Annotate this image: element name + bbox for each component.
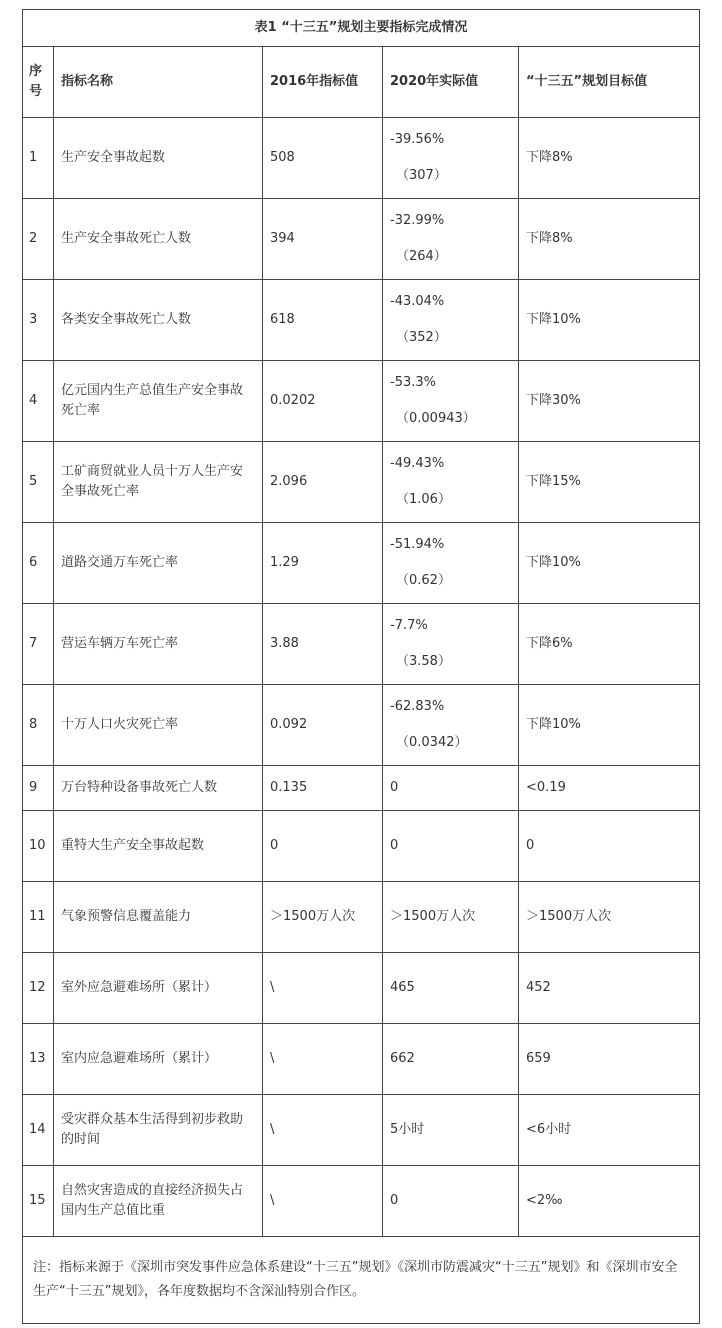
row-no: 11 xyxy=(23,882,54,953)
row-2016-value: 0.0202 xyxy=(263,361,383,442)
row-target: 下降8% xyxy=(519,199,700,280)
row-no: 3 xyxy=(23,280,54,361)
row-target: ＞1500万人次 xyxy=(519,882,700,953)
row-2020-value xyxy=(383,199,519,280)
row-2016-value: 0.092 xyxy=(263,685,383,766)
table-row xyxy=(23,811,700,882)
row-2020-value: 0 xyxy=(383,766,519,811)
table-row xyxy=(23,280,700,361)
row-actual: （0.00943） xyxy=(396,411,476,426)
row-change: -39.56% xyxy=(390,132,445,147)
table-row xyxy=(23,523,700,604)
row-change: -32.99% xyxy=(390,213,445,228)
table-row xyxy=(23,882,700,953)
row-2020-value xyxy=(383,523,519,604)
row-name: 自然灾害造成的直接经济损失占国内生产总值比重 xyxy=(54,1166,263,1237)
row-2020-value xyxy=(383,442,519,523)
row-actual: （0.0342） xyxy=(396,735,468,750)
row-target: <2‰ xyxy=(519,1166,700,1237)
row-change: -49.43% xyxy=(390,456,445,471)
row-2020-value xyxy=(383,604,519,685)
header-2016: 2016年指标值 xyxy=(263,47,383,118)
row-no: 5 xyxy=(23,442,54,523)
row-name: 亿元国内生产总值生产安全事故死亡率 xyxy=(54,361,263,442)
table-row xyxy=(23,1024,700,1095)
row-2020-value: ＞1500万人次 xyxy=(383,882,519,953)
row-name: 生产安全事故起数 xyxy=(54,118,263,199)
table-row xyxy=(23,199,700,280)
row-no: 1 xyxy=(23,118,54,199)
row-no: 14 xyxy=(23,1095,54,1166)
row-no: 6 xyxy=(23,523,54,604)
table-row xyxy=(23,361,700,442)
row-no: 7 xyxy=(23,604,54,685)
row-2016-value: \ xyxy=(263,1095,383,1166)
table-row xyxy=(23,442,700,523)
row-2020-value: 0 xyxy=(383,811,519,882)
row-change: -53.3% xyxy=(390,375,436,390)
row-target: 下降10% xyxy=(519,280,700,361)
row-target: 下降8% xyxy=(519,118,700,199)
row-2016-value: \ xyxy=(263,1166,383,1237)
header-target: “十三五”规划目标值 xyxy=(519,47,700,118)
row-name: 十万人口火灾死亡率 xyxy=(54,685,263,766)
row-name: 生产安全事故死亡人数 xyxy=(54,199,263,280)
header-no: 序号 xyxy=(23,47,54,118)
row-change: -43.04% xyxy=(390,294,445,309)
row-change: -51.94% xyxy=(390,537,445,552)
row-2016-value: \ xyxy=(263,1024,383,1095)
row-target: 下降6% xyxy=(519,604,700,685)
row-target: 下降10% xyxy=(519,523,700,604)
row-2016-value: 3.88 xyxy=(263,604,383,685)
row-name: 室内应急避难场所（累计） xyxy=(54,1024,263,1095)
table-row xyxy=(23,604,700,685)
table-row xyxy=(23,1095,700,1166)
row-2016-value: \ xyxy=(263,953,383,1024)
row-name: 受灾群众基本生活得到初步救助的时间 xyxy=(54,1095,263,1166)
row-target: <6小时 xyxy=(519,1095,700,1166)
row-change: -62.83% xyxy=(390,699,445,714)
row-change: -7.7% xyxy=(390,618,428,633)
row-2016-value: 618 xyxy=(263,280,383,361)
indicator-table xyxy=(22,9,700,1324)
row-target: 659 xyxy=(519,1024,700,1095)
row-target: 0 xyxy=(519,811,700,882)
row-name: 工矿商贸就业人员十万人生产安全事故死亡率 xyxy=(54,442,263,523)
row-target: <0.19 xyxy=(519,766,700,811)
row-2020-value xyxy=(383,361,519,442)
table-note: 注：指标来源于《深圳市突发事件应急体系建设“十三五”规划》《深圳市防震减灾“十三五”规划》和《深圳市安全生产“十三五”规划》，各年度数据均不含深汕特别合作区。 xyxy=(23,1237,700,1324)
row-2016-value: 0 xyxy=(263,811,383,882)
table-row xyxy=(23,685,700,766)
row-actual: （307） xyxy=(396,168,447,183)
row-2016-value: 2.096 xyxy=(263,442,383,523)
row-name: 道路交通万车死亡率 xyxy=(54,523,263,604)
row-no: 13 xyxy=(23,1024,54,1095)
row-no: 2 xyxy=(23,199,54,280)
row-name: 万台特种设备事故死亡人数 xyxy=(54,766,263,811)
row-no: 15 xyxy=(23,1166,54,1237)
row-actual: （0.62） xyxy=(396,573,451,588)
row-2020-value xyxy=(383,118,519,199)
table-row xyxy=(23,1166,700,1237)
row-no: 4 xyxy=(23,361,54,442)
row-target: 452 xyxy=(519,953,700,1024)
row-no: 8 xyxy=(23,685,54,766)
row-name: 各类安全事故死亡人数 xyxy=(54,280,263,361)
row-actual: （3.58） xyxy=(396,654,451,669)
row-2016-value: 0.135 xyxy=(263,766,383,811)
row-actual: （264） xyxy=(396,249,447,264)
row-target: 下降30% xyxy=(519,361,700,442)
row-2020-value: 662 xyxy=(383,1024,519,1095)
table-row xyxy=(23,953,700,1024)
row-no: 12 xyxy=(23,953,54,1024)
row-actual: （352） xyxy=(396,330,447,345)
row-name: 重特大生产安全事故起数 xyxy=(54,811,263,882)
row-name: 营运车辆万车死亡率 xyxy=(54,604,263,685)
row-actual: （1.06） xyxy=(396,492,451,507)
row-no: 10 xyxy=(23,811,54,882)
row-name: 室外应急避难场所（累计） xyxy=(54,953,263,1024)
row-2016-value: ＞1500万人次 xyxy=(263,882,383,953)
row-2020-value: 465 xyxy=(383,953,519,1024)
table-title: 表1 “十三五”规划主要指标完成情况 xyxy=(23,10,700,47)
row-target: 下降10% xyxy=(519,685,700,766)
row-2016-value: 1.29 xyxy=(263,523,383,604)
table-row xyxy=(23,118,700,199)
table-row xyxy=(23,766,700,811)
row-2020-value: 5小时 xyxy=(383,1095,519,1166)
row-2020-value xyxy=(383,280,519,361)
row-2016-value: 394 xyxy=(263,199,383,280)
row-target: 下降15% xyxy=(519,442,700,523)
header-2020: 2020年实际值 xyxy=(383,47,519,118)
table-header-row xyxy=(23,47,700,118)
row-name: 气象预警信息覆盖能力 xyxy=(54,882,263,953)
row-2020-value: 0 xyxy=(383,1166,519,1237)
row-2020-value xyxy=(383,685,519,766)
row-no: 9 xyxy=(23,766,54,811)
table-note-row xyxy=(23,1237,700,1324)
row-2016-value: 508 xyxy=(263,118,383,199)
table-title-row xyxy=(23,10,700,47)
header-name: 指标名称 xyxy=(54,47,263,118)
